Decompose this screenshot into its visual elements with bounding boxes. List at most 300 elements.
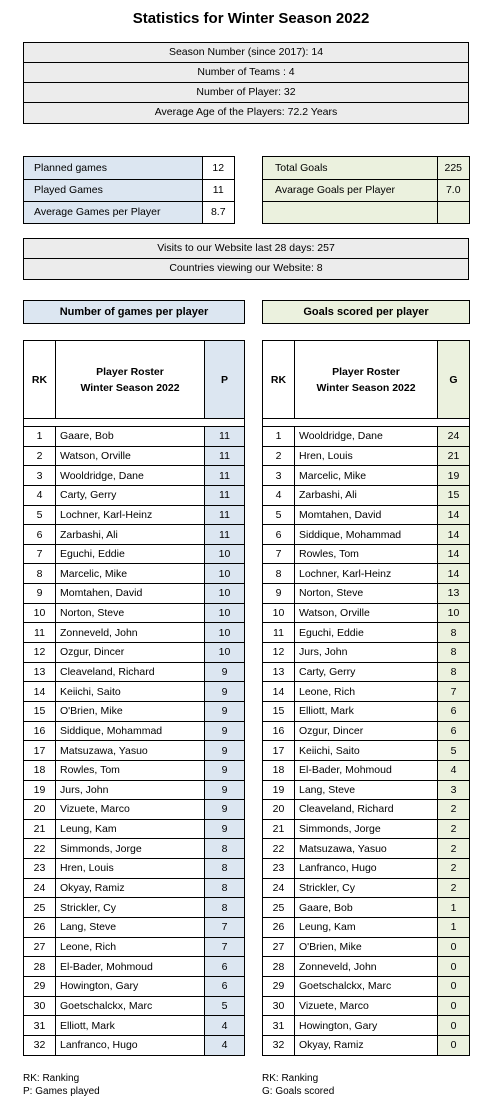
rank-cell: 3: [263, 466, 295, 486]
player-name-cell: Strickler, Cy: [295, 878, 438, 898]
rank-cell: 17: [263, 741, 295, 761]
value-cell: 9: [205, 662, 245, 682]
rank-cell: 18: [263, 760, 295, 780]
total-goals-value: 225: [437, 157, 469, 179]
rank-cell: 8: [24, 564, 56, 584]
value-cell: 8: [438, 662, 470, 682]
games-stats-box: [23, 156, 235, 224]
table-row: [24, 1016, 245, 1036]
player-name-cell: Goetschalckx, Marc: [56, 996, 205, 1016]
goals-section-title: Goals scored per player: [262, 300, 470, 324]
rank-cell: 22: [24, 839, 56, 859]
games-table: [23, 340, 245, 1056]
table-row: [24, 918, 245, 938]
player-name-cell: Cleaveland, Richard: [295, 800, 438, 820]
rank-cell: 6: [24, 525, 56, 545]
player-name-cell: Zarbashi, Ali: [56, 525, 205, 545]
rank-cell: 25: [263, 898, 295, 918]
rank-cell: 9: [24, 584, 56, 604]
table-row: [24, 544, 245, 564]
player-name-cell: Goetschalckx, Marc: [295, 976, 438, 996]
planned-games-label: Planned games: [24, 157, 202, 179]
rank-cell: 27: [263, 937, 295, 957]
rank-cell: 28: [263, 957, 295, 977]
table-row: [24, 878, 245, 898]
rk-header: RK: [24, 341, 56, 419]
rank-cell: 30: [24, 996, 56, 1016]
table-row: [24, 682, 245, 702]
value-cell: 7: [205, 918, 245, 938]
rank-cell: 26: [24, 918, 56, 938]
roster-header-line2: Winter Season 2022: [80, 381, 180, 394]
table-row: [263, 485, 470, 505]
table-row: [24, 1035, 245, 1055]
player-name-cell: Zarbashi, Ali: [295, 485, 438, 505]
value-cell: 11: [205, 466, 245, 486]
table-row: [263, 427, 470, 447]
player-name-cell: Keiichi, Saito: [56, 682, 205, 702]
value-cell: 8: [205, 898, 245, 918]
table-row: [263, 662, 470, 682]
table-row: [24, 505, 245, 525]
table-row: [24, 662, 245, 682]
value-cell: 9: [205, 721, 245, 741]
roster-header-line2: Winter Season 2022: [316, 381, 416, 394]
value-cell: 10: [205, 603, 245, 623]
value-cell: 1: [438, 898, 470, 918]
player-name-cell: Leone, Rich: [295, 682, 438, 702]
rank-cell: 15: [263, 701, 295, 721]
games-section-title: Number of games per player: [23, 300, 245, 324]
rank-cell: 12: [263, 643, 295, 663]
season-info-box: [23, 42, 469, 124]
player-name-cell: Lang, Steve: [56, 918, 205, 938]
rank-cell: 11: [24, 623, 56, 643]
rank-cell: 24: [24, 878, 56, 898]
goals-table: [262, 340, 470, 1056]
player-name-cell: Zonneveld, John: [295, 957, 438, 977]
player-name-cell: Momtahen, David: [56, 584, 205, 604]
rank-cell: 10: [24, 603, 56, 623]
rank-cell: 13: [24, 662, 56, 682]
table-row: [24, 937, 245, 957]
player-name-cell: Eguchi, Eddie: [295, 623, 438, 643]
player-name-cell: Matsuzawa, Yasuo: [295, 839, 438, 859]
value-cell: 6: [438, 721, 470, 741]
value-cell: 4: [205, 1035, 245, 1055]
player-name-cell: Jurs, John: [56, 780, 205, 800]
table-row: [263, 525, 470, 545]
goals-stats-box: [262, 156, 470, 224]
rank-cell: 21: [263, 819, 295, 839]
rank-cell: 29: [24, 976, 56, 996]
rank-cell: 31: [263, 1016, 295, 1036]
value-cell: 24: [438, 427, 470, 447]
value-cell: 0: [438, 937, 470, 957]
value-cell: 11: [205, 427, 245, 447]
table-row: [263, 898, 470, 918]
table-row: [263, 937, 470, 957]
value-cell: 9: [205, 800, 245, 820]
rank-cell: 7: [263, 544, 295, 564]
player-name-cell: Norton, Steve: [295, 584, 438, 604]
table-row: [24, 466, 245, 486]
rank-cell: 24: [263, 878, 295, 898]
player-name-cell: Wooldridge, Dane: [295, 427, 438, 447]
table-row: [263, 1035, 470, 1055]
rank-cell: 3: [24, 466, 56, 486]
value-cell: 3: [438, 780, 470, 800]
player-name-cell: Lanfranco, Hugo: [295, 859, 438, 879]
player-name-cell: Wooldridge, Dane: [56, 466, 205, 486]
table-row: [263, 996, 470, 1016]
value-cell: 5: [438, 741, 470, 761]
rank-cell: 16: [24, 721, 56, 741]
average-games-label: Average Games per Player: [24, 201, 202, 223]
rank-cell: 30: [263, 996, 295, 1016]
player-name-cell: Simmonds, Jorge: [56, 839, 205, 859]
player-name-cell: Rowles, Tom: [56, 760, 205, 780]
rank-cell: 5: [263, 505, 295, 525]
rank-cell: 32: [24, 1035, 56, 1055]
player-name-cell: Siddique, Mohammad: [295, 525, 438, 545]
rank-cell: 20: [263, 800, 295, 820]
value-cell: 5: [205, 996, 245, 1016]
player-name-cell: Zonneveld, John: [56, 623, 205, 643]
table-row: [263, 544, 470, 564]
table-row: [263, 957, 470, 977]
table-row: [24, 603, 245, 623]
player-name-cell: Hren, Louis: [295, 446, 438, 466]
rank-cell: 17: [24, 741, 56, 761]
player-name-cell: Hren, Louis: [56, 859, 205, 879]
value-cell: 10: [438, 603, 470, 623]
season-number: Season Number (since 2017): 14: [24, 43, 468, 63]
table-row: [263, 976, 470, 996]
rank-cell: 8: [263, 564, 295, 584]
rank-cell: 12: [24, 643, 56, 663]
table-row: [263, 819, 470, 839]
value-cell: 4: [438, 760, 470, 780]
table-row: [263, 682, 470, 702]
spacer-row: [24, 419, 245, 427]
player-name-cell: Vizuete, Marco: [295, 996, 438, 1016]
player-name-cell: Rowles, Tom: [295, 544, 438, 564]
average-age: Average Age of the Players: 72.2 Years: [154, 106, 338, 118]
table-row: [24, 584, 245, 604]
table-row: [24, 741, 245, 761]
rank-cell: 32: [263, 1035, 295, 1055]
player-name-cell: Vizuete, Marco: [56, 800, 205, 820]
player-name-cell: Howington, Gary: [295, 1016, 438, 1036]
table-row: [24, 446, 245, 466]
value-cell: 7: [205, 937, 245, 957]
table-row: [263, 721, 470, 741]
played-games-label: Played Games: [24, 179, 202, 201]
value-cell: 9: [205, 760, 245, 780]
player-name-cell: Watson, Orville: [295, 603, 438, 623]
table-row: [24, 760, 245, 780]
table-row: [263, 603, 470, 623]
total-goals-label: Total Goals: [263, 157, 437, 179]
player-name-cell: Marcelic, Mike: [56, 564, 205, 584]
rank-cell: 5: [24, 505, 56, 525]
player-name-cell: Lochner, Karl-Heinz: [295, 564, 438, 584]
value-cell: 2: [438, 859, 470, 879]
player-name-cell: O'Brien, Mike: [56, 701, 205, 721]
player-name-cell: Leung, Kam: [295, 918, 438, 938]
value-cell: 14: [438, 525, 470, 545]
player-name-cell: Lochner, Karl-Heinz: [56, 505, 205, 525]
player-name-cell: O'Brien, Mike: [295, 937, 438, 957]
empty-cell: [263, 201, 437, 223]
value-cell: 6: [438, 701, 470, 721]
player-name-cell: Leone, Rich: [56, 937, 205, 957]
rank-cell: 31: [24, 1016, 56, 1036]
table-row: [24, 525, 245, 545]
value-cell: 0: [438, 1035, 470, 1055]
value-cell: 13: [438, 584, 470, 604]
value-cell: 9: [205, 682, 245, 702]
value-cell: 11: [205, 485, 245, 505]
table-row: [24, 996, 245, 1016]
player-name-cell: Howington, Gary: [56, 976, 205, 996]
average-goals-label: Avarage Goals per Player: [263, 179, 437, 201]
legend-rk: RK: Ranking: [262, 1073, 319, 1084]
value-cell: 8: [205, 878, 245, 898]
rank-cell: 14: [24, 682, 56, 702]
player-name-cell: Lang, Steve: [295, 780, 438, 800]
rank-cell: 20: [24, 800, 56, 820]
table-row: [263, 446, 470, 466]
table-row: [24, 957, 245, 977]
rank-cell: 21: [24, 819, 56, 839]
rank-cell: 15: [24, 701, 56, 721]
rank-cell: 13: [263, 662, 295, 682]
goals-header: G: [438, 341, 470, 419]
value-cell: 7: [438, 682, 470, 702]
player-name-cell: Simmonds, Jorge: [295, 819, 438, 839]
rank-cell: 1: [263, 427, 295, 447]
table-row: [24, 976, 245, 996]
table-row: [263, 701, 470, 721]
rank-cell: 10: [263, 603, 295, 623]
player-name-cell: Marcelic, Mike: [295, 466, 438, 486]
roster-header: [295, 341, 438, 419]
rank-cell: 4: [24, 485, 56, 505]
player-name-cell: Eguchi, Eddie: [56, 544, 205, 564]
table-row: [24, 623, 245, 643]
player-name-cell: Carty, Gerry: [56, 485, 205, 505]
value-cell: 2: [438, 800, 470, 820]
played-games-value: 11: [202, 179, 234, 201]
rank-cell: 4: [263, 485, 295, 505]
value-cell: 15: [438, 485, 470, 505]
website-countries: Countries viewing our Website: 8: [169, 262, 323, 274]
table-row: [263, 466, 470, 486]
player-name-cell: Elliott, Mark: [295, 701, 438, 721]
rank-cell: 27: [24, 937, 56, 957]
table-row: [263, 918, 470, 938]
player-name-cell: Ozgur, Dincer: [56, 643, 205, 663]
value-cell: 8: [438, 643, 470, 663]
value-cell: 2: [438, 819, 470, 839]
table-row: [263, 859, 470, 879]
table-row: [263, 1016, 470, 1036]
roster-header-line1: Player Roster: [332, 365, 400, 378]
spacer-cell: [263, 419, 470, 427]
player-name-cell: Norton, Steve: [56, 603, 205, 623]
rank-cell: 1: [24, 427, 56, 447]
website-visits: Visits to our Website last 28 days: 257: [24, 239, 468, 259]
table-row: [263, 839, 470, 859]
value-cell: 9: [205, 819, 245, 839]
rank-cell: 28: [24, 957, 56, 977]
rank-cell: 2: [24, 446, 56, 466]
rank-cell: 29: [263, 976, 295, 996]
player-name-cell: Elliott, Mark: [56, 1016, 205, 1036]
rank-cell: 6: [263, 525, 295, 545]
average-goals-value: 7.0: [437, 179, 469, 201]
rank-cell: 23: [263, 859, 295, 879]
number-of-teams: Number of Teams : 4: [24, 63, 468, 83]
rank-cell: 2: [263, 446, 295, 466]
table-row: [263, 584, 470, 604]
planned-games-value: 12: [202, 157, 234, 179]
empty-cell: [437, 201, 469, 223]
table-row: [24, 839, 245, 859]
table-row: [24, 485, 245, 505]
value-cell: 6: [205, 976, 245, 996]
value-cell: 14: [438, 505, 470, 525]
rank-cell: 19: [263, 780, 295, 800]
table-row: [24, 819, 245, 839]
spacer-row: [263, 419, 470, 427]
player-name-cell: Jurs, John: [295, 643, 438, 663]
table-row: [263, 878, 470, 898]
rank-cell: 11: [263, 623, 295, 643]
value-cell: 2: [438, 839, 470, 859]
value-cell: 11: [205, 505, 245, 525]
player-name-cell: Strickler, Cy: [56, 898, 205, 918]
roster-header-line1: Player Roster: [96, 365, 164, 378]
table-row: [24, 898, 245, 918]
player-name-cell: Momtahen, David: [295, 505, 438, 525]
rank-cell: 7: [24, 544, 56, 564]
player-name-cell: El-Bader, Mohmoud: [295, 760, 438, 780]
number-of-players: Number of Player: 32: [24, 83, 468, 103]
value-cell: 2: [438, 878, 470, 898]
roster-header: [56, 341, 205, 419]
table-row: [24, 564, 245, 584]
player-name-cell: Gaare, Bob: [295, 898, 438, 918]
value-cell: 0: [438, 976, 470, 996]
value-cell: 9: [205, 741, 245, 761]
value-cell: 10: [205, 584, 245, 604]
value-cell: 0: [438, 957, 470, 977]
player-name-cell: Siddique, Mohammad: [56, 721, 205, 741]
value-cell: 8: [438, 623, 470, 643]
page-title: Statistics for Winter Season 2022: [132, 10, 370, 27]
player-name-cell: Watson, Orville: [56, 446, 205, 466]
value-cell: 6: [205, 957, 245, 977]
value-cell: 19: [438, 466, 470, 486]
value-cell: 0: [438, 996, 470, 1016]
legend-rk: RK: Ranking: [23, 1073, 80, 1084]
table-row: [24, 780, 245, 800]
spacer-cell: [24, 419, 245, 427]
rank-cell: 23: [24, 859, 56, 879]
table-row: [24, 800, 245, 820]
value-cell: 11: [205, 525, 245, 545]
table-row: [263, 760, 470, 780]
rank-cell: 19: [24, 780, 56, 800]
games-header: P: [205, 341, 245, 419]
rank-cell: 14: [263, 682, 295, 702]
value-cell: 11: [205, 446, 245, 466]
table-row: [263, 741, 470, 761]
player-name-cell: Lanfranco, Hugo: [56, 1035, 205, 1055]
table-row: [24, 643, 245, 663]
rank-cell: 22: [263, 839, 295, 859]
value-cell: 10: [205, 544, 245, 564]
legend-p: P: Games played: [23, 1086, 100, 1097]
legend-right: [262, 1072, 334, 1098]
value-cell: 9: [205, 701, 245, 721]
value-cell: 10: [205, 564, 245, 584]
player-name-cell: El-Bader, Mohmoud: [56, 957, 205, 977]
value-cell: 21: [438, 446, 470, 466]
value-cell: 10: [205, 643, 245, 663]
table-row: [24, 427, 245, 447]
rk-header: RK: [263, 341, 295, 419]
table-row: [263, 643, 470, 663]
player-name-cell: Matsuzawa, Yasuo: [56, 741, 205, 761]
table-row: [263, 505, 470, 525]
table-row: [263, 564, 470, 584]
player-name-cell: Ozgur, Dincer: [295, 721, 438, 741]
value-cell: 4: [205, 1016, 245, 1036]
value-cell: 0: [438, 1016, 470, 1036]
player-name-cell: Gaare, Bob: [56, 427, 205, 447]
table-row: [24, 721, 245, 741]
value-cell: 9: [205, 780, 245, 800]
rank-cell: 16: [263, 721, 295, 741]
player-name-cell: Okyay, Ramiz: [56, 878, 205, 898]
rank-cell: 25: [24, 898, 56, 918]
value-cell: 8: [205, 839, 245, 859]
player-name-cell: Keiichi, Saito: [295, 741, 438, 761]
table-row: [263, 800, 470, 820]
legend-left: [23, 1072, 100, 1098]
legend-g: G: Goals scored: [262, 1086, 335, 1097]
table-row: [24, 859, 245, 879]
table-row: [24, 701, 245, 721]
website-info-box: [23, 238, 469, 280]
table-row: [263, 780, 470, 800]
rank-cell: 9: [263, 584, 295, 604]
value-cell: 1: [438, 918, 470, 938]
player-name-cell: Carty, Gerry: [295, 662, 438, 682]
value-cell: 8: [205, 859, 245, 879]
value-cell: 14: [438, 544, 470, 564]
player-name-cell: Leung, Kam: [56, 819, 205, 839]
value-cell: 14: [438, 564, 470, 584]
rank-cell: 26: [263, 918, 295, 938]
average-games-value: 8.7: [202, 201, 234, 223]
value-cell: 10: [205, 623, 245, 643]
table-row: [263, 623, 470, 643]
